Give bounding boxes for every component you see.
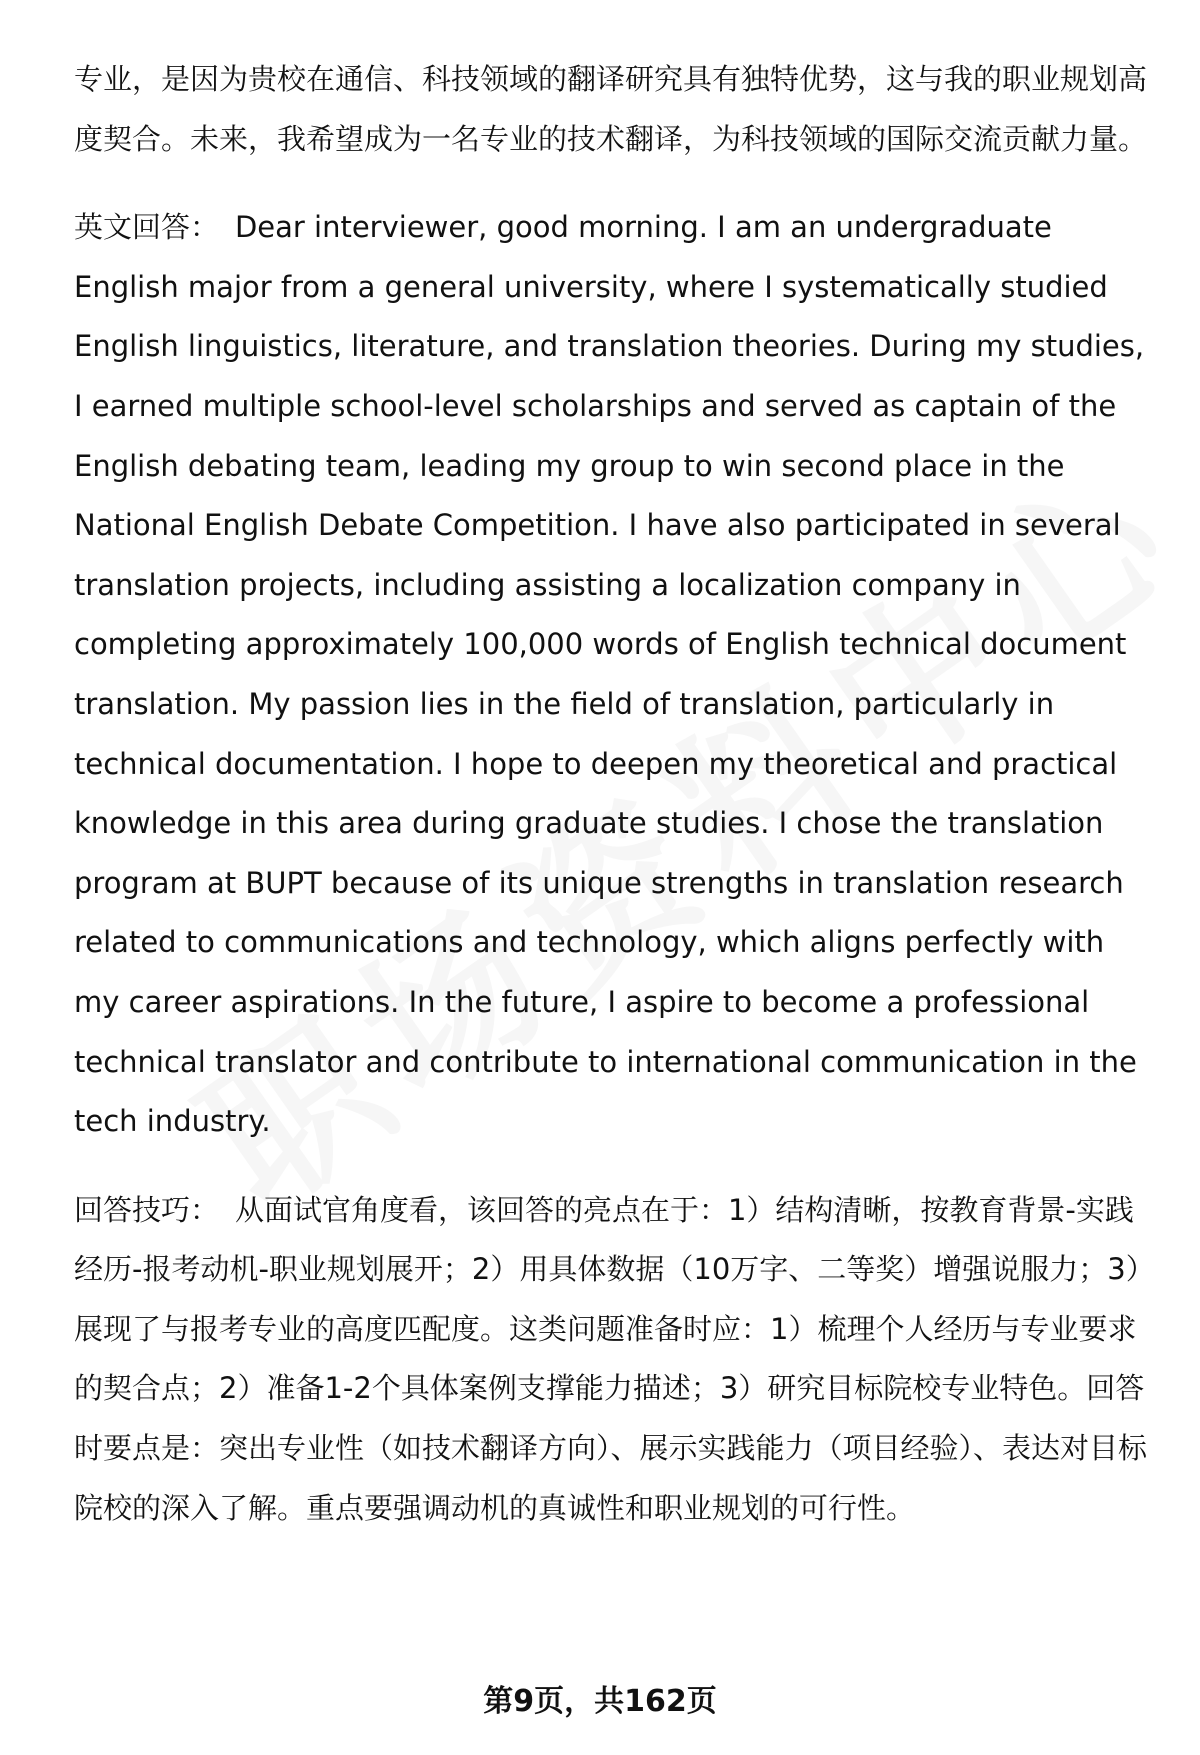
paragraph-answer-tips [74, 1181, 1154, 1539]
paragraph-intro-tail: 专业，是因为贵校在通信、科技领域的翻译研究具有独特优势，这与我的职业规划高度契合。未来，我希望成为一名专业的技术翻译，为科技领域的国际交流贡献力量。 [74, 62, 1148, 156]
english-answer-text: Dear interviewer, good morning. I am an undergraduate English major from a general university, where I systematically studied English linguistics, literature, and translation theories. During my studies, I earned multiple school-level scholarships and served as captain of the English debating team, leading my group to win second place in the National English Debate Competition. I have also participated in several translation projects, including assisting a localization company in completing approximately 100,000 words of English technical document translation. My passion lies in the field of translation, particularly in technical documentation. I hope to deepen my theoretical and practical knowledge in this area during graduate studies. I chose the translation program at BUPT because of its unique strengths in translation research related to communications and technology, which aligns perfectly with my career aspirations. In the future, I aspire to become a professional technical translator and contribute to international communication in the tech industry. [74, 210, 1145, 1139]
page-content [74, 50, 1154, 1538]
page-number: 第9页，共162页 [483, 1684, 717, 1719]
paragraph-english-answer [74, 198, 1154, 1152]
english-answer-label: 英文回答： [74, 210, 220, 245]
tips-text: 从面试官角度看，该回答的亮点在于：1）结构清晰，按教育背景-实践经历-报考动机-职业规划展开；2）用具体数据（10万字、二等奖）增强说服力；3）展现了与报考专业的高度匹配度。这类问题准备时应：1）梳理个人经历与专业要求的契合点；2）准备1-2个具体案例支撑能力描述；3）研究目标院校专业特色。回答时要点是：突出专业性（如技术翻译方向）、展示实践能力（项目经验）、表达对目标院校的深入了解。重点要强调动机的真诚性和职业规划的可行性。 [74, 1192, 1148, 1525]
tips-label: 回答技巧： [74, 1192, 220, 1227]
